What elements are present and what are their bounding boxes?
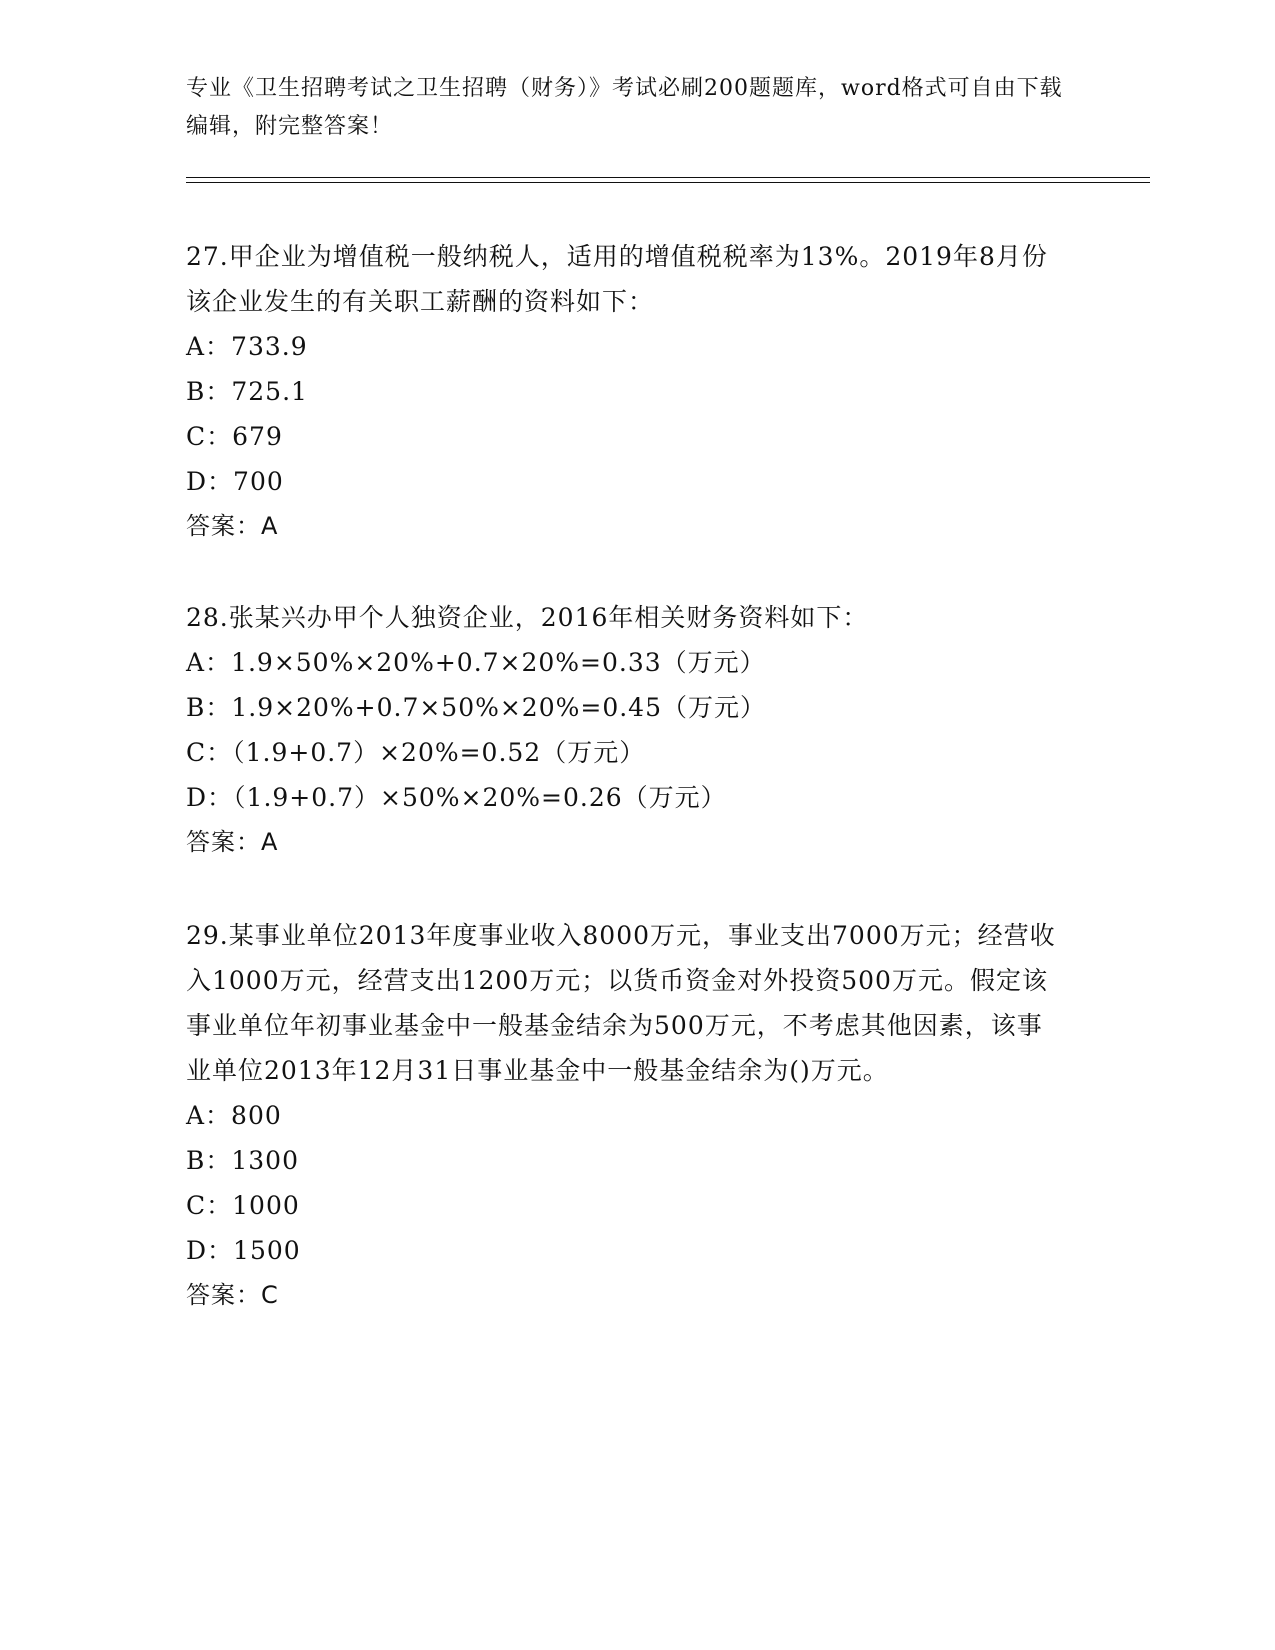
question-stem: 27.甲企业为增值税一般纳税人，适用的增值税税率为13%。2019年8月份该企业发生的有关职工薪酬的资料如下：: [186, 242, 1048, 316]
answer-line: 答案：C: [186, 1281, 279, 1309]
option-c: C：1000: [186, 1191, 300, 1220]
option-d: D：1500: [186, 1236, 301, 1265]
option-a: A：1.9×50%×20%+0.7×20%=0.33（万元）: [186, 648, 766, 677]
question-stem: 28.张某兴办甲个人独资企业，2016年相关财务资料如下：: [186, 603, 869, 632]
question-27: [186, 234, 1066, 549]
option-c: C：（1.9+0.7）×20%=0.52（万元）: [186, 738, 646, 767]
answer-line: 答案：A: [186, 828, 279, 856]
header-divider-top: [186, 177, 1150, 178]
question-28: [186, 595, 1066, 865]
document-header: 专业《卫生招聘考试之卫生招聘（财务）》考试必刷200题题库，word格式可自由下载编辑，附完整答案！: [186, 76, 1063, 139]
question-29: [186, 913, 1066, 1318]
option-d: D：700: [186, 467, 284, 496]
option-b: B：1300: [186, 1146, 299, 1175]
answer-line: 答案：A: [186, 512, 279, 540]
option-b: B：725.1: [186, 377, 308, 406]
question-stem: 29.某事业单位2013年度事业收入8000万元，事业支出7000万元；经营收入1000万元，经营支出1200万元；以货币资金对外投资500万元。假定该事业单位年初事业基金中一般基金结余为500万元，不考虑其他因素，该事业单位2013年12月31日事业基金中一般基金结余为()万元。: [186, 921, 1056, 1085]
option-d: D：（1.9+0.7）×50%×20%=0.26（万元）: [186, 783, 727, 812]
option-c: C：679: [186, 422, 283, 451]
option-a: A：733.9: [186, 332, 308, 361]
option-a: A：800: [186, 1101, 282, 1130]
option-b: B：1.9×20%+0.7×50%×20%=0.45（万元）: [186, 693, 766, 722]
header-divider-bottom: [186, 182, 1150, 183]
